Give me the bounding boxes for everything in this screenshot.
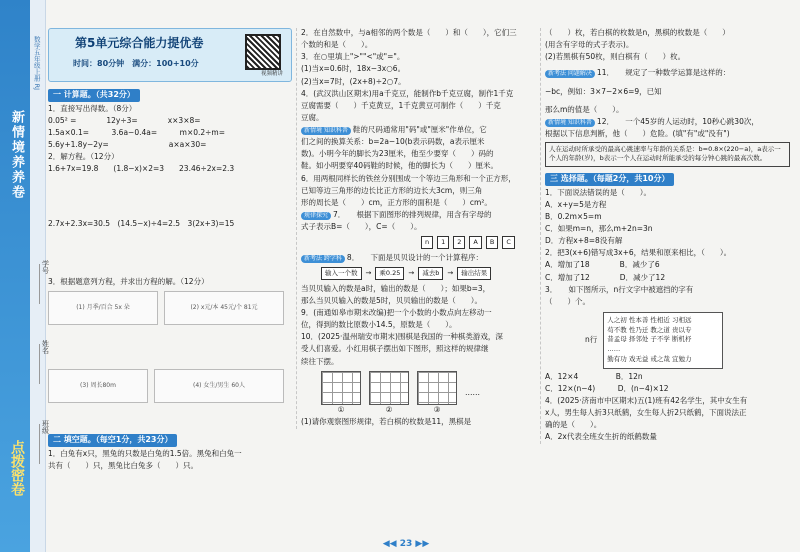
text-line: 已知等边三角形的边长比正方形的边长大3cm，则三角: [301, 185, 483, 195]
choice-option[interactable]: A．12×4 B．12n: [545, 371, 643, 381]
student-id-field[interactable]: 学号: [31, 260, 49, 304]
go-board-3: [417, 371, 457, 405]
text-line: 10．(2025·温州瑞安市期末)围棋是我国的一种棋类游戏，深: [301, 332, 503, 342]
text-line: 新考法 问题解决 11． 规定了一种数学运算是这样的：: [545, 68, 790, 78]
diagram-students: (4) 女生/男生 60人: [154, 369, 284, 403]
text-line: 鞋。如小明要穿40码鞋的时候，他的脚长为（ ）厘米。: [301, 161, 499, 171]
diagram-books: (2) x元/本 45元/个 81元: [164, 291, 284, 325]
choice-line: 3． 如下图所示，n行文字中被遮挡的字有: [545, 284, 694, 294]
text-line: 们之间的换算关系：b=2a−10(b表示码数，a表示厘米: [301, 137, 485, 147]
tag-interdisciplinary: 新考法 跨学科: [301, 255, 345, 263]
text-line: 9．(南通如皋市期末改编)把一个小数的小数点向左移动一: [301, 308, 492, 318]
text-line: 那么当贝贝输入的数是5时，贝贝输出的数是（ ）。: [301, 295, 483, 305]
tag-problem-solving: 新考法 问题解决: [545, 70, 595, 78]
choice-option[interactable]: C．12×(n−4) D．(n−4)×12: [545, 383, 669, 393]
text-line: 新情境 知识科普 12． 一个45岁的人运动时，10秒心跳30次，: [545, 117, 790, 127]
text-line: −bc，例如：3×7−2×6=9，已知: [545, 86, 662, 96]
choice-option[interactable]: C．增加了12 D．减少了12: [545, 272, 666, 282]
text-line: 豆腐需要（ ）千克黄豆，1千克黄豆可制作（ ）千克: [301, 100, 501, 110]
tag-pattern: 规律探究: [301, 212, 331, 220]
tag-health: 新情境 知识科普: [545, 119, 595, 127]
text-line: 位，得到的数比原数小14.5，原数是（ ）。: [301, 320, 457, 330]
text-line: (2)当x=7时，(2x+8)÷2○7。: [301, 76, 406, 86]
brand-logo-text: 点拨密卷: [9, 440, 25, 496]
text-line: (1)请你观察图形规律，若白棋的枚数是11，黑棋是: [301, 416, 472, 426]
choice-option[interactable]: B．0.2m×5=m: [545, 211, 602, 221]
column-left: [48, 28, 292, 473]
heart-rate-note: 人在运动时所承受的最高心跳速率与年龄的关系是：b=0.8×(220−a)，a表示一个人的年龄(岁)，b表示一个人在运动时所能承受的每分钟心跳的最高次数。: [545, 142, 790, 167]
text-line: 当贝贝输入的数是a时，输出的数是（ ）；如果b=3，: [301, 283, 491, 293]
spine-bar: [0, 0, 30, 552]
qr-code-icon[interactable]: [245, 34, 281, 70]
go-board-figures: ① ② ③ ……: [321, 371, 536, 415]
choice-option[interactable]: A．增加了18 B．减少了6: [545, 260, 660, 270]
text-line: 新情境 知识科普 鞋的尺码通常用"码"或"厘米"作单位，它: [301, 125, 536, 135]
choice-option[interactable]: A．x+y=5是方程: [545, 199, 607, 209]
poem-figure: n行 人之初 性本善 性相近 习相远 苟不教 性乃迁 教之道 贵以专 昔孟母 择邻处 子不学 断机杼 …… 勤有功 戏无益 戒之哉 宜勉力: [545, 309, 790, 372]
tag-knowledge: 新情境 知识科普: [301, 127, 351, 135]
choice-option[interactable]: A．2x代表全班女生折的纸鹤数量: [545, 432, 657, 442]
program-input: 输入一个数: [321, 267, 362, 280]
choice-line: x人，男生每人折3只纸鹤，女生每人折2只纸鹤，下面说法正: [545, 408, 747, 418]
text-line: (用含有字母的式子表示)。: [545, 40, 634, 50]
page-number: ◀◀ 23 ▶▶: [382, 538, 430, 549]
text-line: (1)当x=0.6时，18x−3x○6。: [301, 64, 406, 74]
text-line: 6．用两根同样长的铁丝分别围成一个等边三角形和一个正方形，: [301, 173, 516, 183]
text-line: 根据以下信息判断，他（ ）危险。(填"有"或"没有"): [545, 128, 730, 138]
section-heading-1: 一 计算题。（共32分）: [48, 89, 140, 102]
question-1: 1．直接写出得数。（8分）: [48, 103, 137, 113]
program-flow: 输入一个数 → 乘0.25 → 减去b → 输出结果: [321, 267, 536, 280]
calc-row: 5.6y+1.8y−2y= a×a×30=: [48, 140, 207, 150]
student-name-field[interactable]: 姓名: [31, 340, 49, 384]
column-right: [540, 28, 790, 444]
section-heading-2: 二 填空题。（每空1分，共23分）: [48, 434, 177, 447]
text-line: (2)若黑棋有50枚，则白棋有（ ）枚。: [545, 52, 686, 62]
calc-row: 1.5a×0.1= 3.6a−0.4a= m×0.2÷m=: [48, 128, 226, 138]
go-board-1: [321, 371, 361, 405]
text-line: 式子表示B=（ ），C=（ ）。: [301, 222, 422, 231]
page-title: 第5单元综合能力提优卷: [75, 36, 204, 50]
fill-question-1-cont: 共有（ ）只，黑兔比白兔多（ ）只。: [48, 460, 198, 470]
choice-line: （ ）个。: [545, 296, 590, 306]
question-2: 2．解方程。（12分）: [48, 152, 119, 162]
class-field[interactable]: 班级: [31, 420, 49, 464]
text-line: 新考法 跨学科 8． 下面是贝贝设计的一个计算程序：: [301, 253, 536, 263]
exam-page: [46, 0, 800, 552]
choice-line: 2．把3(x+6)错写成3x+6，结果和原来相比，（ ）。: [545, 248, 732, 258]
choice-line: 确的是（ ）。: [545, 420, 602, 430]
column-middle: [296, 28, 536, 429]
choice-option[interactable]: C．如果m=n，那么m+2n=3n: [545, 224, 653, 234]
grade-label: 数学五年级上册 RJ: [32, 36, 41, 90]
program-output: 输出结果: [457, 267, 491, 280]
go-board-2: [369, 371, 409, 405]
choice-option[interactable]: D．方程x+8=8没有解: [545, 236, 623, 246]
title-box: [48, 28, 292, 82]
series-title: 新情境养养卷: [9, 110, 24, 200]
program-step2: 减去b: [418, 267, 443, 280]
text-line: 3．在○里填上">""<"或"="。: [301, 52, 405, 62]
text-line: 续往下摆。: [301, 356, 339, 366]
text-line: 规律探究 7． 根据下面图形的排列规律，用含有字母的: [301, 210, 536, 220]
equation-row: 2.7x+2.3x=30.5 (14.5−x)÷4=2.5 3(2x+3)=15: [48, 218, 235, 228]
section-heading-3: 三 选择题。（每题2分，共10分）: [545, 173, 674, 186]
choice-line: 4．(2025·济南市中区期末)五(1)班有42名学生，其中女生有: [545, 395, 748, 405]
text-line: 4．(武汉洪山区期末)用a千克豆，能制作b千克豆腐，制作1千克: [301, 88, 514, 98]
equation-row: 1.6+7x=19.8 (1.8−x)×2=3 23.46÷2x=2.3: [48, 164, 235, 174]
text-line: 个数的和是（ ）。: [301, 40, 373, 50]
text-line: 豆腐。: [301, 112, 324, 122]
text-line: 那么m的值是（ ）。: [545, 104, 624, 114]
student-info-strip: [30, 0, 50, 552]
question-3: 3．根据题意列方程，并求出方程的解。（12分）: [48, 276, 209, 286]
fill-question-1: 1．白兔有x只，黑兔的只数是白兔的1.5倍。黑兔和白兔一: [48, 448, 242, 458]
diagram-parallelogram: (3) 周长80m: [48, 369, 148, 403]
diagram-flowers: (1) 月季/百合 5x 朵: [48, 291, 158, 325]
text-line: 受人们喜爱。小红用棋子摆出如下图形，照这样的规律继: [301, 344, 489, 354]
text-line: 2．在自然数中，与a相邻的两个数是（ ）和（ ），它们三: [301, 28, 517, 37]
calc-row: 0.05² = 12y÷3= x×3×8=: [48, 115, 201, 125]
pattern-table: n 1 2 A B C: [421, 236, 536, 249]
text-line: 数)。小明今年的脚长为23厘米，他至少要穿（ ）码的: [301, 149, 494, 159]
program-step1: 乘0.25: [375, 267, 404, 280]
text-line: （ ）枚，若白棋的枚数是n，黑棋的枚数是（ ）: [545, 28, 730, 37]
text-line: 形的周长是（ ）cm，正方形的面积是（ ）cm²。: [301, 197, 492, 207]
page-subtitle: 时间：80分钟 满分：100+10分: [73, 59, 199, 68]
choice-line: 1．下面说法错误的是（ ）。: [545, 187, 652, 197]
qr-caption: 视频精讲: [260, 71, 283, 77]
